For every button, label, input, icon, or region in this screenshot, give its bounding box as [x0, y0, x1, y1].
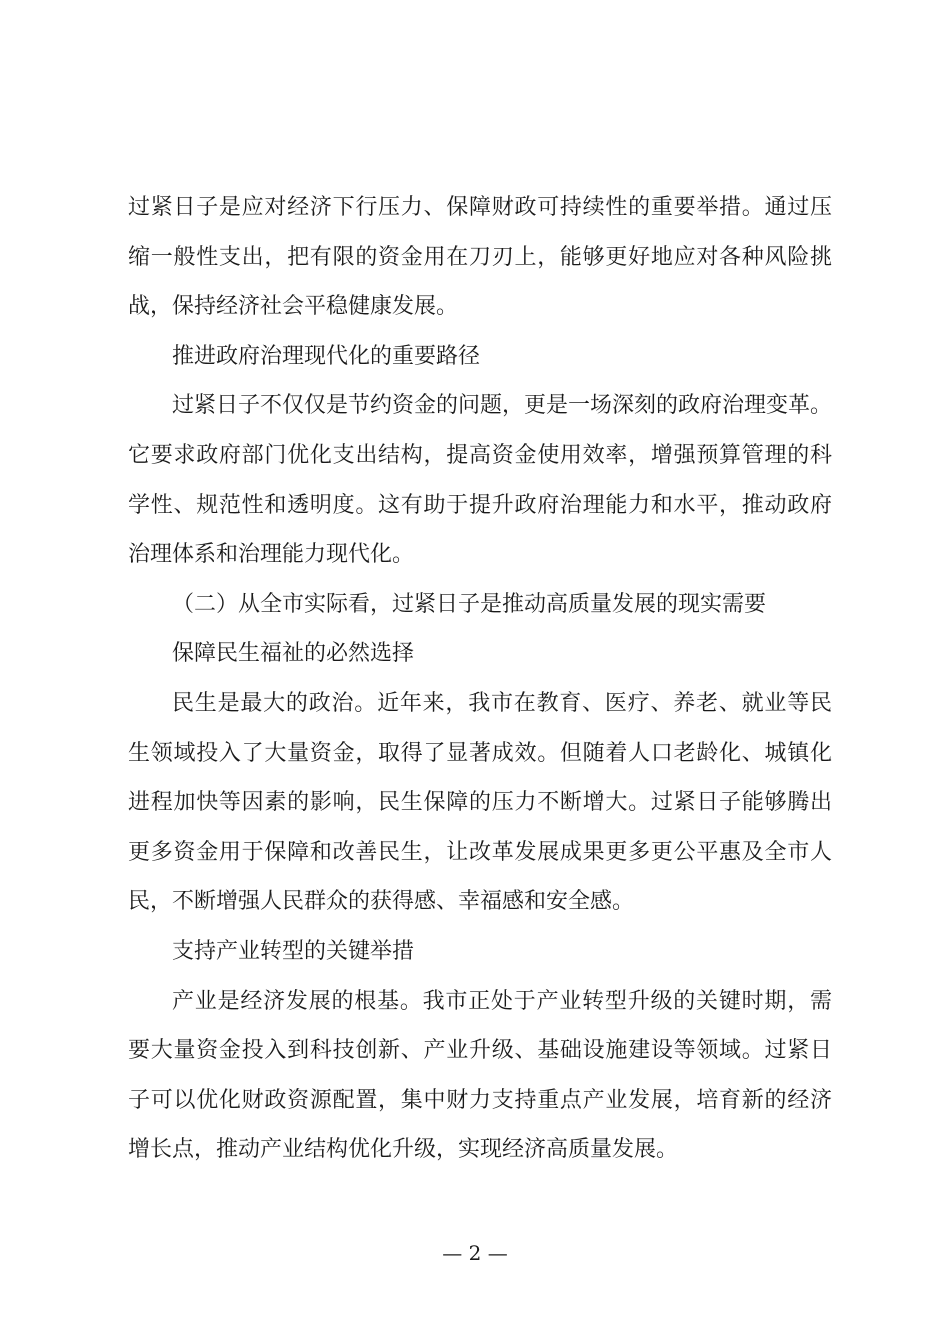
paragraph-line: 过紧日子不仅仅是节约资金的问题，更是一场深刻的政府治理变革。 — [172, 393, 832, 419]
paragraph-line: 产业是经济发展的根基。我市正处于产业转型升级的关键时期，需 — [172, 988, 832, 1014]
section-heading: 推进政府治理现代化的重要路径 — [172, 343, 481, 369]
paragraph-line: 子可以优化财政资源配置，集中财力支持重点产业发展，培育新的经济 — [128, 1087, 832, 1113]
paragraph-line: 进程加快等因素的影响，民生保障的压力不断增大。过紧日子能够腾出 — [128, 790, 832, 816]
paragraph-line: 更多资金用于保障和改善民生，让改革发展成果更多更公平惠及全市人 — [128, 839, 832, 865]
section-heading: 保障民生福祉的必然选择 — [172, 641, 415, 667]
paragraph-line: 生领域投入了大量资金，取得了显著成效。但随着人口老龄化、城镇化 — [128, 740, 832, 766]
paragraph-line: 治理体系和治理能力现代化。 — [128, 542, 415, 568]
paragraph-line: 民生是最大的政治。近年来，我市在教育、医疗、养老、就业等民 — [172, 690, 832, 716]
paragraph-line: 缩一般性支出，把有限的资金用在刀刃上，能够更好地应对各种风险挑 — [128, 244, 832, 270]
section-heading: （二）从全市实际看，过紧日子是推动高质量发展的现实需要 — [172, 591, 767, 617]
paragraph-line: 学性、规范性和透明度。这有助于提升政府治理能力和水平，推动政府 — [128, 492, 832, 518]
paragraph-line: 战，保持经济社会平稳健康发展。 — [128, 294, 459, 320]
paragraph-line: 民，不断增强人民群众的获得感、幸福感和安全感。 — [128, 889, 635, 915]
paragraph-line: 增长点，推动产业结构优化升级，实现经济高质量发展。 — [128, 1137, 679, 1163]
section-heading: 支持产业转型的关键举措 — [172, 938, 415, 964]
paragraph-line: 过紧日子是应对经济下行压力、保障财政可持续性的重要举措。通过压 — [128, 195, 832, 220]
body-text — [128, 183, 832, 1175]
paragraph-line: 要大量资金投入到科技创新、产业升级、基础设施建设等领域。过紧日 — [128, 1038, 832, 1064]
page-number: — 2 — — [442, 1241, 508, 1265]
paragraph-line: 它要求政府部门优化支出结构，提高资金使用效率，增强预算管理的科 — [128, 442, 832, 468]
